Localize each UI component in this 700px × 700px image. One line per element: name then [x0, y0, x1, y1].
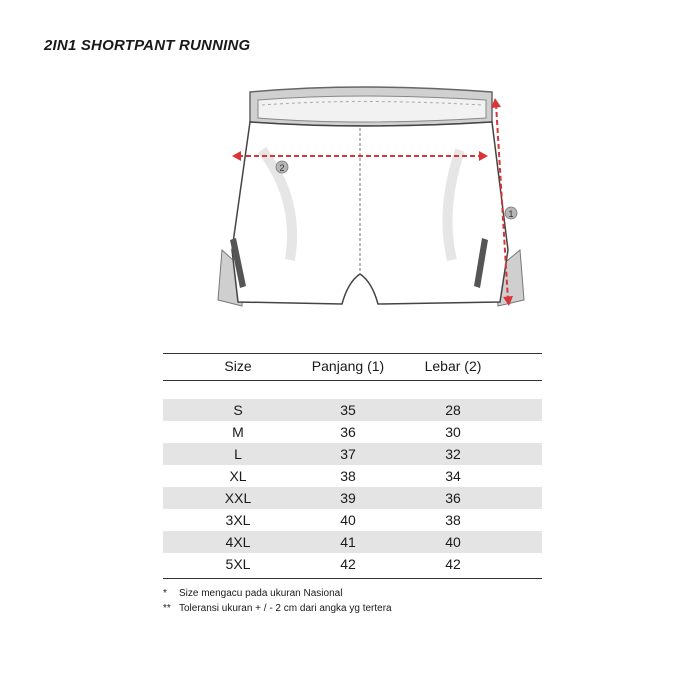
cell-size: 4XL — [225, 534, 251, 550]
cell-panjang: 36 — [340, 424, 356, 440]
footnote-text: Toleransi ukuran + / - 2 cm dari angka yg tertera — [179, 603, 392, 614]
footnotes — [163, 586, 392, 616]
table-row — [163, 421, 542, 443]
header-size: Size — [224, 358, 252, 374]
size-table — [163, 353, 542, 579]
cell-panjang: 40 — [340, 512, 356, 528]
cell-size: XXL — [224, 490, 252, 506]
cell-size: XL — [229, 468, 247, 484]
cell-lebar: 36 — [445, 490, 461, 506]
table-row — [163, 531, 542, 553]
cell-panjang: 42 — [340, 556, 356, 572]
shorts-diagram — [0, 0, 700, 340]
table-row — [163, 487, 542, 509]
table-row — [163, 443, 542, 465]
cell-panjang: 35 — [340, 402, 356, 418]
cell-panjang: 41 — [340, 534, 356, 550]
table-row — [163, 553, 542, 575]
cell-lebar: 42 — [445, 556, 461, 572]
header-lebar: Lebar (2) — [424, 358, 482, 374]
table-row — [163, 399, 542, 421]
header-panjang: Panjang (1) — [311, 358, 385, 374]
waistband-inner — [258, 96, 486, 122]
cell-lebar: 32 — [445, 446, 461, 462]
length-marker: 1 — [508, 209, 514, 219]
table-row — [163, 465, 542, 487]
cell-size: L — [234, 446, 242, 462]
cell-lebar: 28 — [445, 402, 461, 418]
cell-lebar: 40 — [445, 534, 461, 550]
cell-panjang: 39 — [340, 490, 356, 506]
cell-size: 5XL — [225, 556, 251, 572]
cell-lebar: 38 — [445, 512, 461, 528]
cell-panjang: 38 — [340, 468, 356, 484]
cell-size: M — [232, 424, 244, 440]
cell-size: 3XL — [225, 512, 251, 528]
table-row — [163, 509, 542, 531]
shorts-body — [232, 122, 508, 304]
table-header — [163, 354, 542, 380]
footnote — [163, 601, 392, 616]
page-title: 2IN1 SHORTPANT RUNNING — [44, 37, 251, 54]
cell-panjang: 37 — [340, 446, 356, 462]
cell-size: S — [233, 402, 243, 418]
width-marker: 2 — [279, 163, 285, 173]
footnote-text: Size mengacu pada ukuran Nasional — [179, 588, 343, 599]
table-bottom-rule — [163, 578, 542, 579]
footnote-mark: ** — [163, 603, 171, 614]
cell-lebar: 34 — [445, 468, 461, 484]
footnote-mark: * — [163, 588, 167, 599]
cell-lebar: 30 — [445, 424, 461, 440]
footnote — [163, 586, 392, 601]
